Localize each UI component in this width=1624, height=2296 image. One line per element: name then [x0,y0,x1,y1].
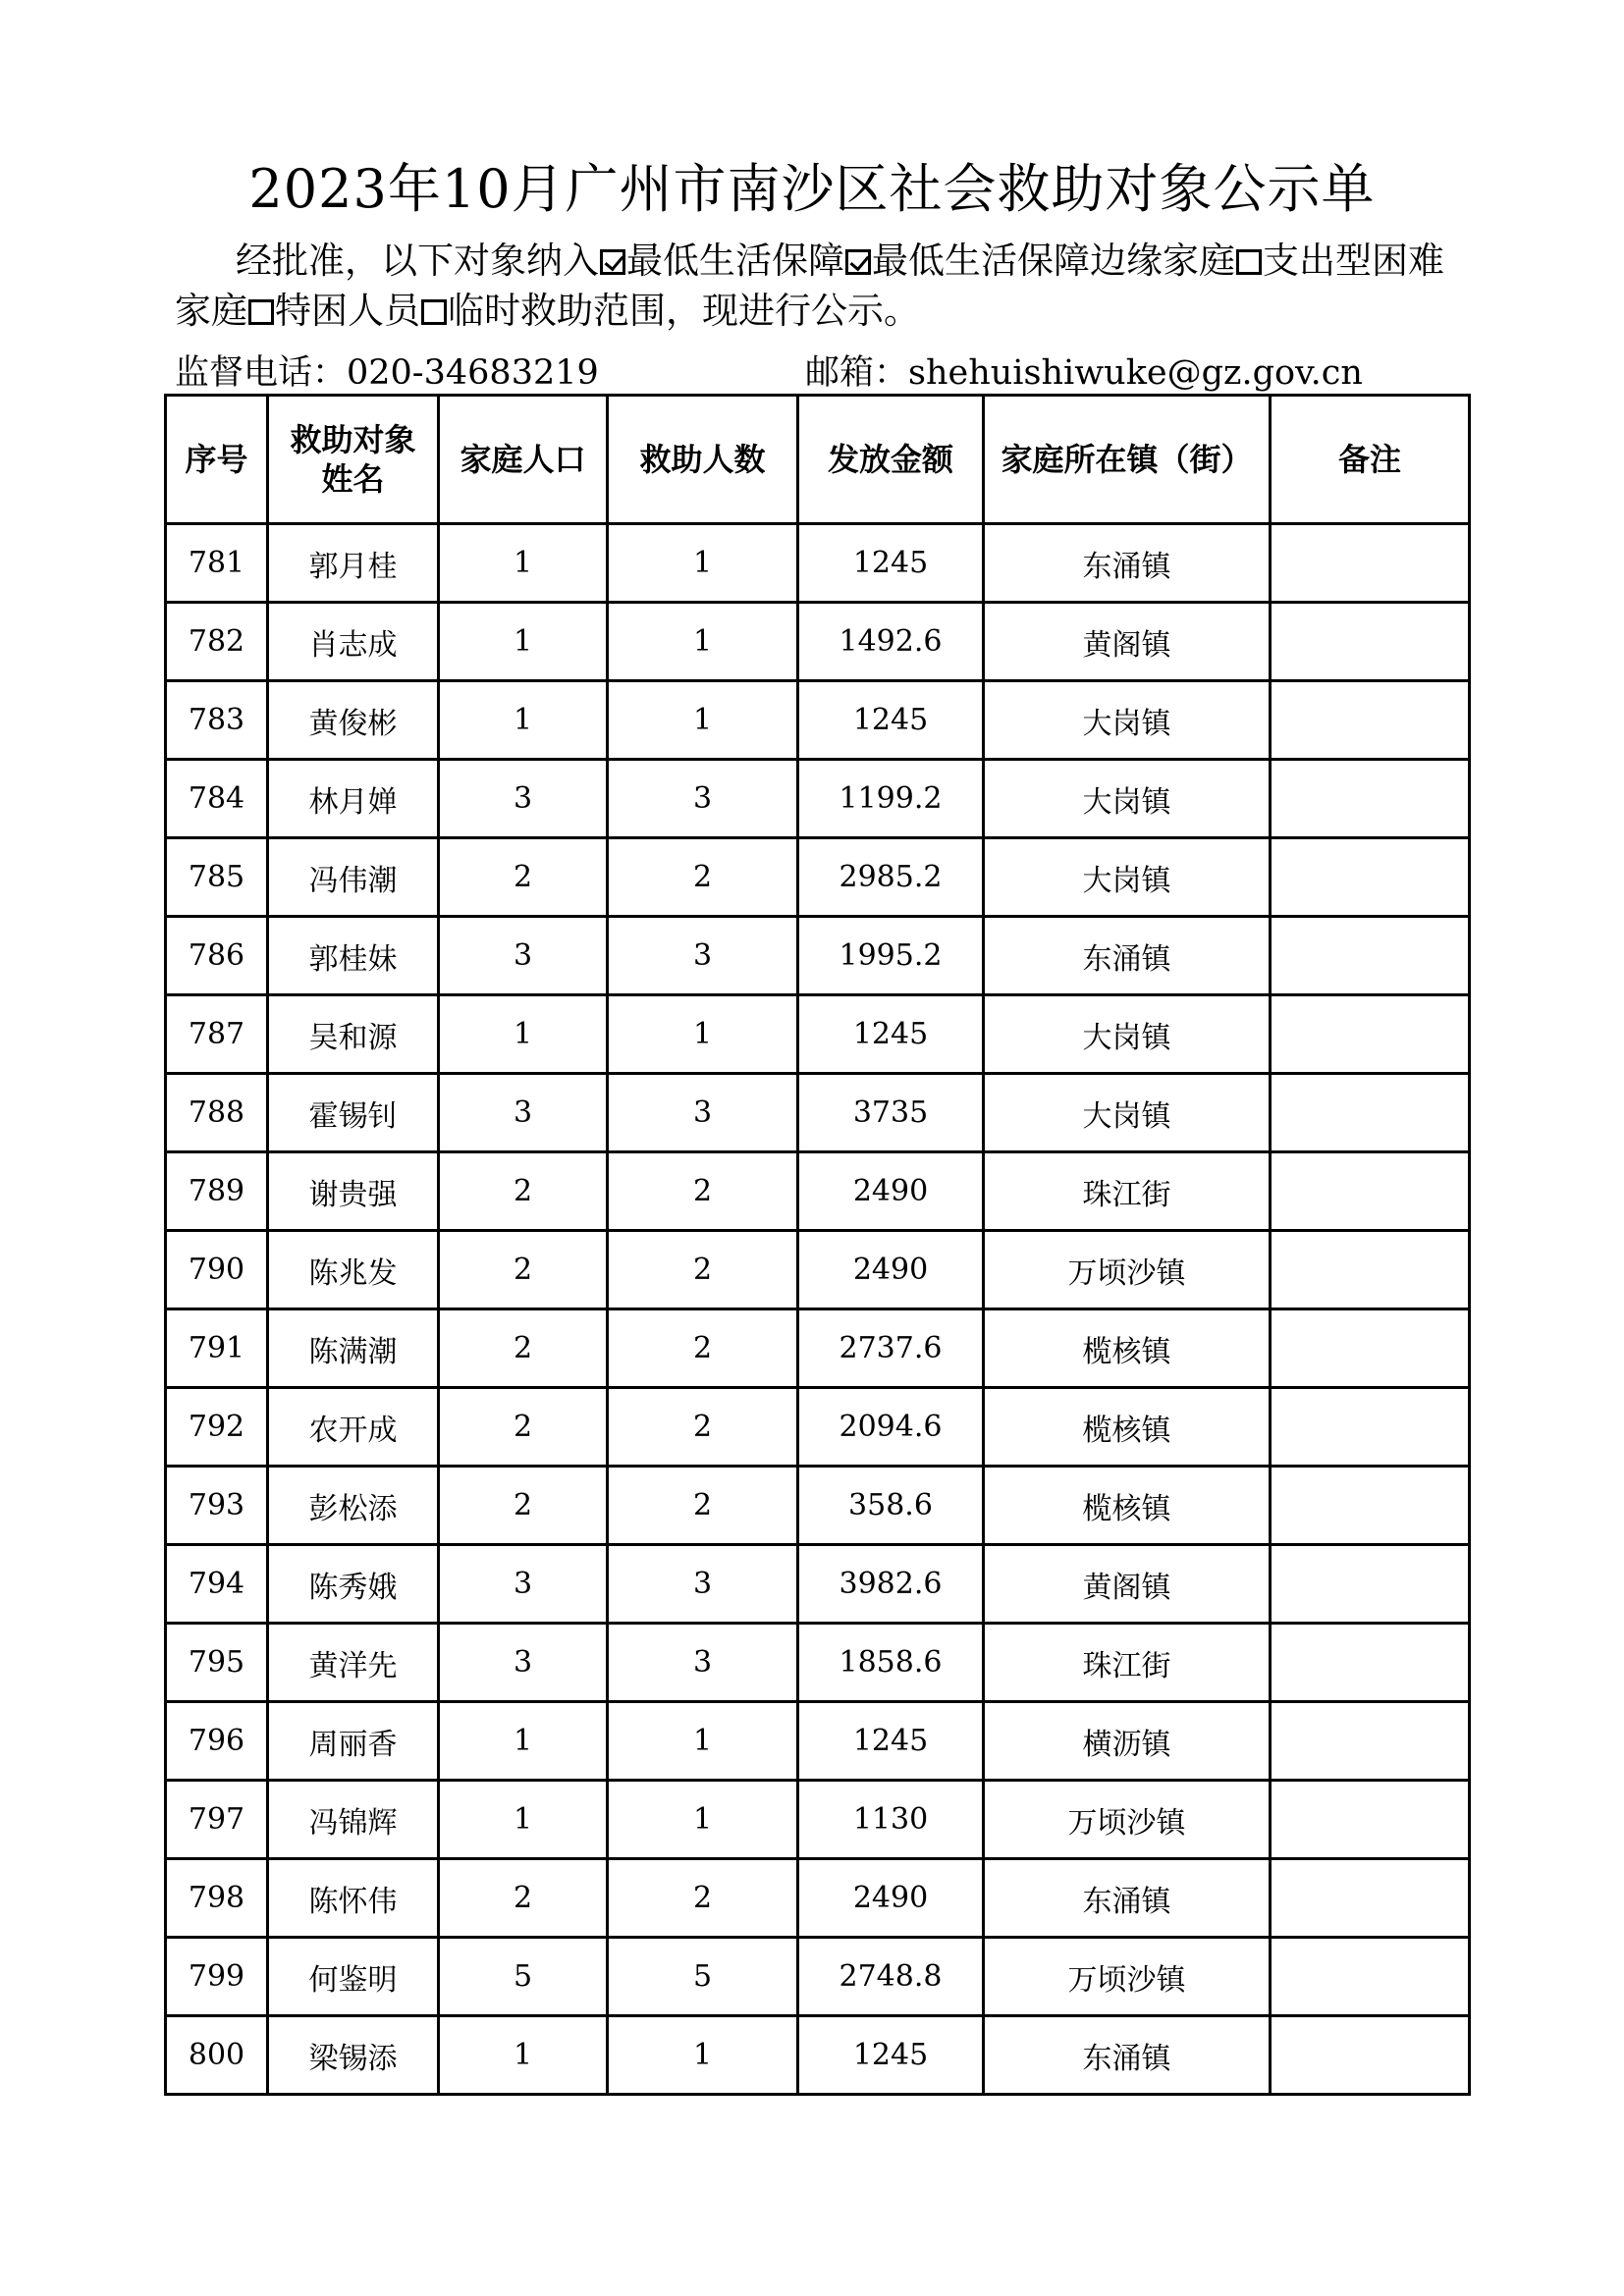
cell-name: 彭松添 [268,1467,439,1545]
cell-town: 东涌镇 [984,1859,1271,1938]
cell-amount: 1858.6 [798,1624,984,1702]
cell-family-size: 2 [439,838,608,917]
header-serial: 序号 [166,396,268,524]
cell-family-size: 3 [439,1074,608,1152]
cell-town: 黄阁镇 [984,603,1271,681]
cell-remarks [1271,1309,1470,1388]
cell-aid-count: 2 [608,838,798,917]
table-row [166,760,1470,838]
cell-aid-count: 1 [608,1702,798,1781]
cell-aid-count: 2 [608,1152,798,1231]
cell-remarks [1271,681,1470,760]
cell-family-size: 1 [439,1702,608,1781]
cell-name: 陈秀娥 [268,1545,439,1624]
cell-town: 大岗镇 [984,681,1271,760]
cell-remarks [1271,1702,1470,1781]
cell-remarks [1271,1781,1470,1859]
cell-amount: 2985.2 [798,838,984,917]
table-row [166,681,1470,760]
option-label-expenditure-hardship: 支出型困难家庭 [175,240,1444,332]
cell-aid-count: 2 [608,1388,798,1467]
cell-aid-count: 2 [608,1309,798,1388]
cell-serial: 788 [166,1074,268,1152]
cell-remarks [1271,1231,1470,1309]
cell-serial: 785 [166,838,268,917]
cell-name: 肖志成 [268,603,439,681]
cell-aid-count: 1 [608,603,798,681]
cell-aid-count: 1 [608,681,798,760]
header-family-size: 家庭人口 [439,396,608,524]
checkbox-icon [248,299,274,325]
cell-town: 大岗镇 [984,995,1271,1074]
cell-amount: 1245 [798,2016,984,2095]
cell-remarks [1271,1152,1470,1231]
cell-serial: 800 [166,2016,268,2095]
cell-amount: 358.6 [798,1467,984,1545]
table-row [166,603,1470,681]
cell-name: 冯伟潮 [268,838,439,917]
cell-serial: 782 [166,603,268,681]
header-name: 救助对象姓名 [268,396,439,524]
table-row [166,1074,1470,1152]
option-label-marginal-family: 最低生活保障边缘家庭 [872,240,1235,282]
cell-family-size: 2 [439,1152,608,1231]
supervision-phone: 监督电话：020-34683219 [175,353,599,393]
cell-family-size: 2 [439,1231,608,1309]
cell-family-size: 2 [439,1388,608,1467]
header-amount: 发放金额 [798,396,984,524]
cell-remarks [1271,1467,1470,1545]
option-label-temporary-aid: 临时救助范围，现进行公示。 [448,290,920,332]
cell-serial: 791 [166,1309,268,1388]
cell-family-size: 3 [439,1624,608,1702]
cell-amount: 1199.2 [798,760,984,838]
cell-name: 陈兆发 [268,1231,439,1309]
cell-amount: 2094.6 [798,1388,984,1467]
cell-town: 榄核镇 [984,1467,1271,1545]
cell-family-size: 1 [439,2016,608,2095]
cell-serial: 796 [166,1702,268,1781]
cell-name: 黄俊彬 [268,681,439,760]
cell-amount: 1245 [798,681,984,760]
cell-name: 梁锡添 [268,2016,439,2095]
cell-town: 大岗镇 [984,1074,1271,1152]
table-row [166,1152,1470,1231]
cell-amount: 3735 [798,1074,984,1152]
cell-family-size: 1 [439,603,608,681]
option-label-min-living: 最低生活保障 [626,240,844,282]
header-aid-count: 救助人数 [608,396,798,524]
table-header-row [166,396,1470,524]
cell-remarks [1271,2016,1470,2095]
cell-aid-count: 2 [608,1231,798,1309]
cell-serial: 793 [166,1467,268,1545]
checkbox-icon [421,299,447,325]
contact-email: 邮箱：shehuishiwuke@gz.gov.cn [805,353,1363,393]
cell-family-size: 3 [439,760,608,838]
cell-town: 万顷沙镇 [984,1231,1271,1309]
header-remarks: 备注 [1271,396,1470,524]
cell-serial: 794 [166,1545,268,1624]
cell-remarks [1271,917,1470,995]
cell-amount: 2490 [798,1859,984,1938]
intro-lead: 经批准，以下对象纳入 [236,240,599,282]
cell-amount: 3982.6 [798,1545,984,1624]
cell-serial: 792 [166,1388,268,1467]
checkbox-icon [600,249,625,275]
cell-name: 林月婵 [268,760,439,838]
cell-name: 谢贵强 [268,1152,439,1231]
cell-aid-count: 1 [608,995,798,1074]
cell-town: 万顷沙镇 [984,1938,1271,2016]
checkbox-icon [1236,249,1262,275]
cell-name: 农开成 [268,1388,439,1467]
cell-aid-count: 1 [608,1781,798,1859]
cell-town: 珠江街 [984,1152,1271,1231]
cell-aid-count: 3 [608,760,798,838]
cell-family-size: 3 [439,917,608,995]
cell-aid-count: 1 [608,524,798,603]
recipients-table [164,394,1471,2096]
cell-name: 黄洋先 [268,1624,439,1702]
option-label-destitute: 特困人员 [275,290,420,332]
cell-amount: 2490 [798,1231,984,1309]
cell-family-size: 2 [439,1467,608,1545]
intro-paragraph [175,236,1471,336]
cell-town: 东涌镇 [984,917,1271,995]
cell-name: 周丽香 [268,1702,439,1781]
cell-name: 郭桂妹 [268,917,439,995]
table-row [166,1545,1470,1624]
cell-amount: 1245 [798,524,984,603]
cell-family-size: 1 [439,1781,608,1859]
cell-town: 大岗镇 [984,760,1271,838]
cell-serial: 795 [166,1624,268,1702]
page-title: 2023年10月广州市南沙区社会救助对象公示单 [248,158,1376,220]
cell-name: 郭月桂 [268,524,439,603]
cell-aid-count: 5 [608,1938,798,2016]
cell-remarks [1271,1388,1470,1467]
table-row [166,995,1470,1074]
cell-family-size: 3 [439,1545,608,1624]
cell-town: 黄阁镇 [984,1545,1271,1624]
cell-remarks [1271,995,1470,1074]
table-row [166,524,1470,603]
cell-serial: 789 [166,1152,268,1231]
cell-amount: 2748.8 [798,1938,984,2016]
cell-serial: 790 [166,1231,268,1309]
cell-name: 陈怀伟 [268,1859,439,1938]
cell-amount: 1245 [798,1702,984,1781]
cell-town: 珠江街 [984,1624,1271,1702]
cell-remarks [1271,1545,1470,1624]
cell-amount: 2737.6 [798,1309,984,1388]
table-row [166,1624,1470,1702]
cell-family-size: 1 [439,681,608,760]
cell-name: 陈满潮 [268,1309,439,1388]
table-row [166,2016,1470,2095]
table-row [166,838,1470,917]
cell-town: 榄核镇 [984,1388,1271,1467]
cell-serial: 799 [166,1938,268,2016]
cell-amount: 1130 [798,1781,984,1859]
table-row [166,1467,1470,1545]
cell-aid-count: 3 [608,1624,798,1702]
cell-family-size: 1 [439,995,608,1074]
cell-amount: 1995.2 [798,917,984,995]
cell-name: 冯锦辉 [268,1781,439,1859]
cell-remarks [1271,838,1470,917]
checkbox-icon [845,249,871,275]
table-row [166,1231,1470,1309]
table-row [166,1938,1470,2016]
cell-amount: 2490 [798,1152,984,1231]
cell-family-size: 5 [439,1938,608,2016]
cell-serial: 797 [166,1781,268,1859]
cell-town: 万顷沙镇 [984,1781,1271,1859]
cell-serial: 787 [166,995,268,1074]
cell-town: 东涌镇 [984,524,1271,603]
cell-remarks [1271,603,1470,681]
cell-remarks [1271,1938,1470,2016]
cell-name: 霍锡钊 [268,1074,439,1152]
cell-town: 东涌镇 [984,2016,1271,2095]
cell-aid-count: 3 [608,917,798,995]
cell-name: 何鉴明 [268,1938,439,2016]
cell-family-size: 2 [439,1309,608,1388]
cell-remarks [1271,760,1470,838]
table-row [166,1702,1470,1781]
cell-aid-count: 1 [608,2016,798,2095]
cell-serial: 781 [166,524,268,603]
cell-aid-count: 3 [608,1074,798,1152]
table-row [166,1859,1470,1938]
cell-town: 大岗镇 [984,838,1271,917]
cell-remarks [1271,1624,1470,1702]
cell-aid-count: 3 [608,1545,798,1624]
cell-town: 榄核镇 [984,1309,1271,1388]
cell-remarks [1271,1859,1470,1938]
cell-aid-count: 2 [608,1859,798,1938]
cell-remarks [1271,1074,1470,1152]
table-row [166,917,1470,995]
table-row [166,1781,1470,1859]
cell-name: 吴和源 [268,995,439,1074]
cell-amount: 1492.6 [798,603,984,681]
table-row [166,1388,1470,1467]
table-row [166,1309,1470,1388]
cell-amount: 1245 [798,995,984,1074]
cell-family-size: 1 [439,524,608,603]
cell-serial: 784 [166,760,268,838]
cell-aid-count: 2 [608,1467,798,1545]
cell-remarks [1271,524,1470,603]
cell-serial: 798 [166,1859,268,1938]
cell-town: 横沥镇 [984,1702,1271,1781]
header-town: 家庭所在镇（街） [984,396,1271,524]
cell-serial: 786 [166,917,268,995]
cell-serial: 783 [166,681,268,760]
cell-family-size: 2 [439,1859,608,1938]
